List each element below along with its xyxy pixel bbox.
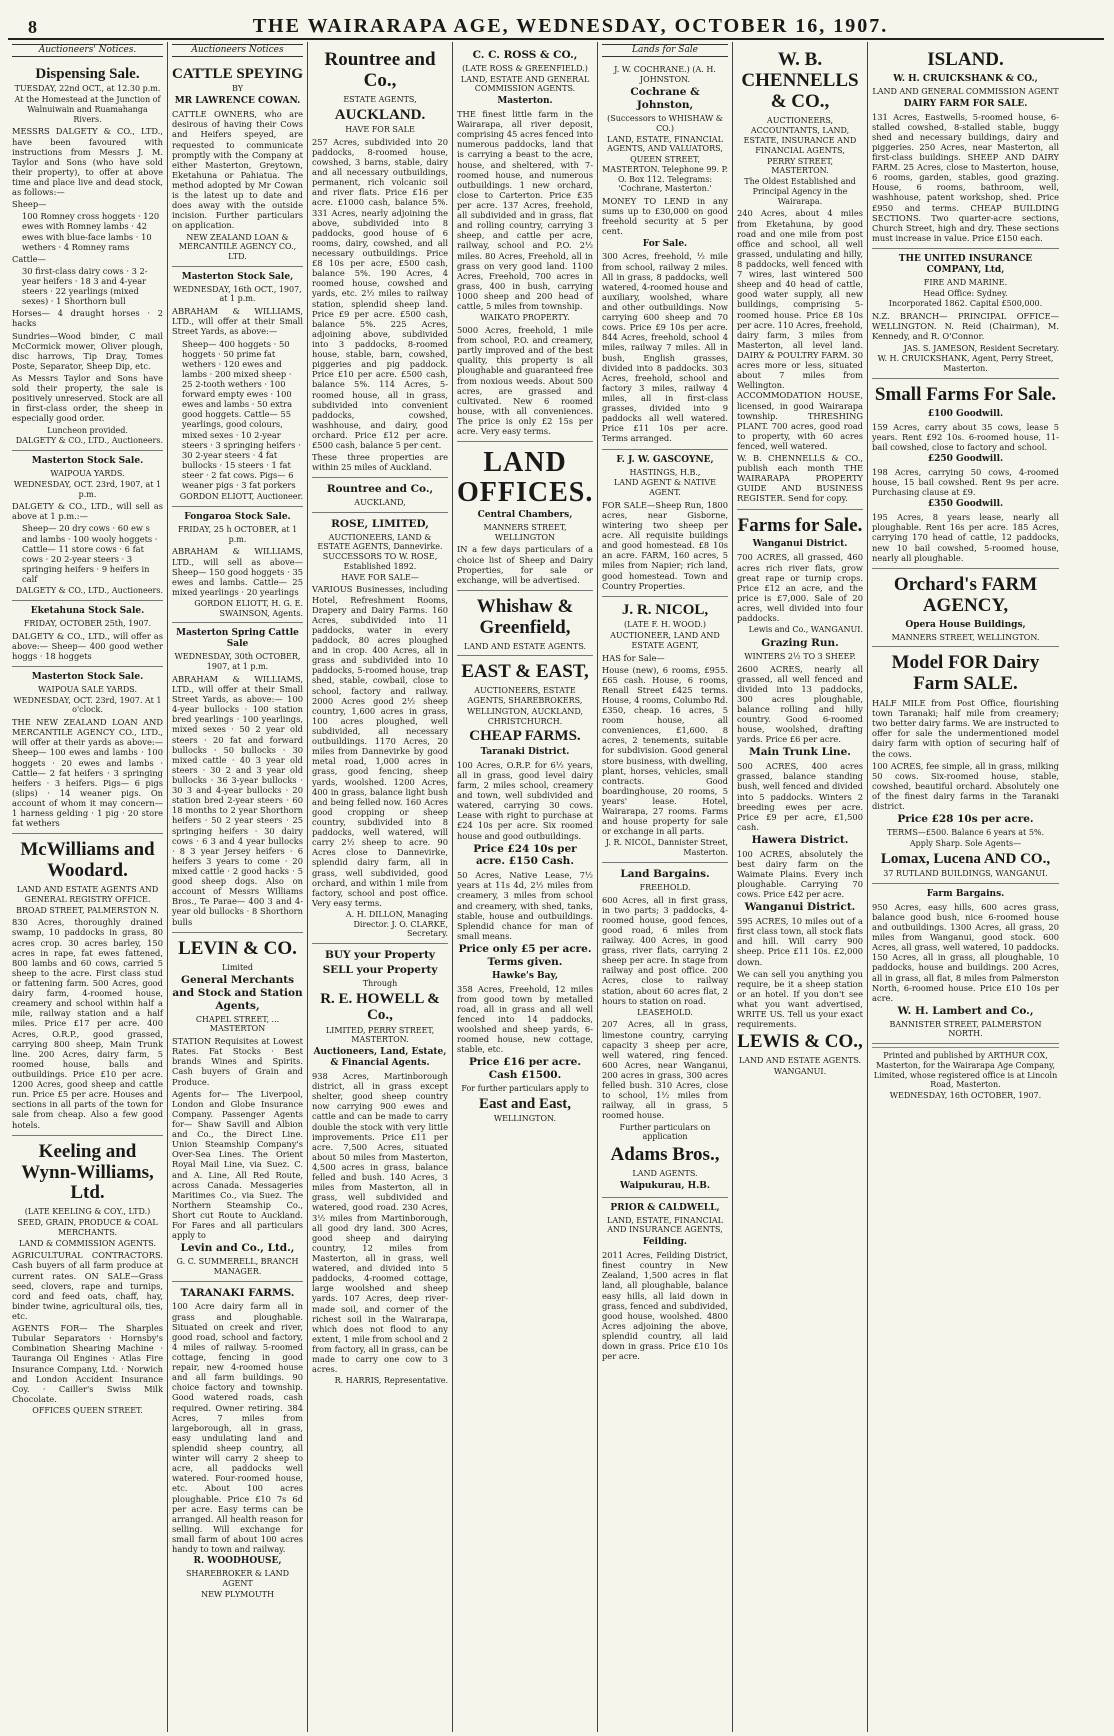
page-number: 8 xyxy=(28,17,37,37)
ad-east-and-east xyxy=(457,656,593,1128)
ad-footer: We can sell you anything you require, be it a sheep station or an hotel. If you don't see what you want advertised, WRITE US. Tell us your exact requirements. xyxy=(737,968,863,1030)
newspaper-title: THE WAIRARAPA AGE, WEDNESDAY, OCTOBER 16, 1907. xyxy=(252,15,889,37)
ad-body: IN a few days particulars of a choice list of Sheep and Dairy Properties, for sale or exchange, will be advertised. xyxy=(457,544,593,585)
ad-have: HAS for Sale— xyxy=(602,652,665,663)
ad-body: 500 ACRES, 400 acres grassed, balance standing bush, well fenced and divided into 5 paddocks. Winters 2 breeding ewes per acre. Price £9 per acre, £1,500 cash. xyxy=(737,761,863,832)
ad-signature: J. R. NICOL, Dannister Street, Masterton. xyxy=(605,838,728,858)
ad-by: BY xyxy=(231,84,244,94)
ad-note: Luncheon provided. xyxy=(47,425,128,435)
ad-signature: LEWIS & CO., xyxy=(737,1031,863,1053)
ad-body: 600 Acres, all in first grass, in two parts; 3 paddocks, 4-roomed house, good fences, good road, 6 miles from railway. 400 Acres, in good grass, river flats, carrying 2 sheep per acre. In stage from railway and post office. 200 Acres, close to railway station, about 60 acres flat, 2 hours to station on road. xyxy=(602,894,728,1006)
ad-address: QUEEN STREET, MASTERTON. Telephone 99. P. O. Box 112. Telegrams: 'Cochrane, Masterton.' xyxy=(602,155,728,194)
ad-subtitle: LAND, ESTATE, FINANCIAL AND INSURANCE AGENTS, xyxy=(607,1215,723,1235)
ad-title: Fongaroa Stock Sale. xyxy=(184,511,291,522)
ad-farm-bargains xyxy=(872,884,1059,1044)
ad-heading: Main Trunk Line. xyxy=(749,746,851,759)
ad-price: Price £24 10s per acre. £150 Cash. xyxy=(473,842,577,868)
ad-subtitle: ESTATE AGENTS, xyxy=(343,94,417,104)
ad-address: PERRY STREET, MASTERTON. xyxy=(766,156,834,176)
column-7 xyxy=(868,42,1063,1732)
ad-title: THE UNITED INSURANCE COMPANY, Ltd, xyxy=(898,254,1033,275)
ad-body: FOR SALE—Sheep Run, 1800 acres, near Gisborne, wintering two sheep per acre. All requisite buildings and good homestead. £8 10s an acre. FARM, 160 acres, 5 miles from Napier; rich land, good homestead. Town and Country Properties. xyxy=(602,499,728,591)
ad-body: THE NEW ZEALAND LOAN AND MERCANTILE AGENCY CO., LTD., will offer at their yards as above:— Sheep— 100 ewes and lambs · 100 hoggets · 20 ewes and lambs · Cattle— 2 fat heifers · 3 springing heifers · 3 heifers. Pigs— 6 pigs (slips) · 14 weaner pigs. On account of whom it may concern— 1 harness gelding · 1 pig · 20 store fat wethers xyxy=(12,717,163,829)
column-2 xyxy=(168,42,308,1732)
ad-footer: For further particulars apply to xyxy=(461,1083,589,1093)
ad-whishaw-greenfield xyxy=(457,591,593,657)
ad-subtitle: AUCTIONEERS, LAND & ESTATE AGENTS, Dannevirke. SUCCESSORS TO W. ROSE, Established 1892. xyxy=(317,532,443,571)
ad-subtitle: AUCTIONEERS, xyxy=(766,115,834,125)
ad-dispensing-sale xyxy=(12,61,163,451)
ad-heading: £100 Goodwill. xyxy=(927,408,1004,419)
ad-note: These three properties are within 25 miles of Auckland. xyxy=(312,452,448,473)
ad-body: ABRAHAM & WILLIAMS, LTD., will sell as above— Sheep— 150 good hoggets · 35 ewes and lambs. Cattle— 25 mixed yearlings · 20 yearlings xyxy=(172,546,303,597)
ad-body: 595 ACRES, 10 miles out of a first class town, all stock flats and hill. Will carry 900 sheep. Price £11 10s. £2,000 down. xyxy=(737,916,863,967)
ad-title: Dispensing Sale. xyxy=(35,65,140,82)
ad-body: 358 Acres, Freehold, 12 miles from good town by metalled road, all in grass and all well fenced into 14 paddocks, woolshed and sheep yards, 6-roomed house, new cottage, stable, etc. xyxy=(457,983,593,1055)
ad-re-howell xyxy=(312,944,448,1390)
ad-body: 100 ACRES, fee simple, all in grass, milking 50 cows. Six-roomed house, stable, cowshed, beautiful orchard. Absolutely one of the finest dairy farms in the Taranaki district. xyxy=(872,760,1059,812)
ad-signature: A. H. DILLON, Managing Director. J. O. CLARKE, Secretary. xyxy=(345,909,448,939)
ad-masterton-stock-sale-2 xyxy=(12,667,163,834)
ad-name: W. H. CRUICKSHANK & CO., xyxy=(893,73,1038,84)
ad-date: TUESDAY, 22nd OCT., at 12.30 p.m. xyxy=(14,84,161,94)
ad-body: 159 Acres, carry about 35 cows, lease 5 years. Rent £92 10s. 6-roomed house, 11-bail cowshed, close to factory and school. xyxy=(872,421,1059,452)
ad-body: AGRICULTURAL CONTRACTORS. Cash buyers of all farm produce at current rates. ON SALE—Grass seed, clovers, rape and turnips, cord and feed oats, chaff, hay, binder twine, agricultural oils, ties, etc. xyxy=(12,1250,163,1321)
ad-keeling-wynn-williams xyxy=(12,1136,163,1420)
ad-address: MANNERS STREET, WELLINGTON. xyxy=(891,632,1040,642)
ad-levin-co xyxy=(172,933,303,1282)
ad-line: SELL your Property xyxy=(322,964,438,977)
ad-title: PRIOR & CALDWELL, xyxy=(610,1202,720,1213)
ad-body: HALF MILE from Post Office, flourishing town Taranaki; half mile from creamery; two better dairy farms. We are instructed to offer for sale the undermentioned model dairy farm with option of securing half of the cows. xyxy=(872,698,1059,759)
ad-body: N.Z. BRANCH— PRINCIPAL OFFICE—WELLINGTON. N. Reid (Chairman), M. Kennedy, and R. O'Connor. xyxy=(872,311,1059,342)
ad-subtitle: WINTERS 2½ TO 3 SHEEP. xyxy=(744,651,856,661)
ad-names: J. W. COCHRANE.) (A. H. JOHNSTON. xyxy=(614,64,716,84)
ad-city: Masterton. xyxy=(497,96,553,107)
ad-note: The Oldest Established and Principal Agency in the Wairarapa. xyxy=(744,177,856,206)
ad-cochrane-johnston xyxy=(602,61,728,450)
ad-heading: For Sale. xyxy=(642,238,688,249)
ad-subtitle: Central Chambers, xyxy=(477,509,573,520)
ad-body: 207 Acres, all in grass, limestone country, carrying capacity 3 sheep per acre, well watered, ring fenced. 600 Acres, near Wanganui, 200 acres in grass, 300 acres felled bush. 310 Acres, close to school, 1½ miles from railway, all in grass, 5 roomed house. xyxy=(602,1019,728,1121)
ad-price: Price £16 per acre. Cash £1500. xyxy=(469,1056,581,1082)
ad-body: 131 Acres, Eastwells, 5-roomed house, 6-stalled cowshed, 8-stalled stable, buggy shed and necessary buildings, dairy and piggeries. 250 Acres, near Masterton, all first-class buildings. SHEEP AND DAIRY FARM. 25 Acres, close to Masterton, house, 6 rooms, garden, stables, good grazing. House, 6 rooms, bathroom, well, washhouse, patent workshop, shed. Price £950 and terms. CHEAP BUILDING SECTIONS. Two quarter-acre sections, Church Street, high and dry. These sections must increase in value. Price £150 each. xyxy=(872,111,1059,243)
ad-heading: LEASEHOLD. xyxy=(637,1007,693,1017)
ad-date: WEDNESDAY, 16th OCT., 1907, at 1 p.m. xyxy=(173,284,302,304)
ad-title: Rountree and Co., xyxy=(324,49,436,91)
ad-address: BROAD STREET, PALMERSTON N. xyxy=(16,905,159,915)
ad-terms: TERMS—£500. Balance 6 years at 5%. xyxy=(886,828,1045,838)
ad-signature: W. H. Lambert and Co., xyxy=(897,1004,1034,1017)
ad-body: ABRAHAM & WILLIAMS, LTD., will offer at their Small Street Yards, as above:— 100 4-year bullocks · 100 station bred yearlings · 100 yearlings, mixed sexes · 50 2 year old steers · 20 fat and forward bullocks · 50 bullocks · 30 mixed cattle · 40 3 year old steers · 30 2 and 3 year old bullocks · 36 3-year bullocks · 30 3 and 4-year bullocks · 20 station bred 2-year steers · 60 18 months to 2 year Shorthorn heifers · 50 2 year steers · 25 springing heifers · 30 dairy cows · 6 3 and 4 year bullocks · 8 3 year Jersey heifers · 6 heifers 3 years to come · 20 mixed cattle · 2 good hacks · 5 good sheep dogs. Also on account of Messrs Williams Bros., Te Parae— 400 3 and 4-year old bullocks · 8 Shorthorn bulls xyxy=(172,673,303,927)
section-heading: Lands for Sale xyxy=(602,44,728,57)
ad-body: 938 Acres, Martinborough district, all in grass except shelter, good sheep country now carrying 900 ewes and cattle and can be made to carry double the stock with very little improvements. Price £11 per acre. 7,500 Acres, situated about 50 miles from Masterton, 4,500 acres in grass, balance felled and bush. 140 Acres, 3 miles from Masterton, all in grass, well subdivided and watered, good road. 230 Acres, 3½ miles from Martinborough, all good dry land. 300 Acres, good sheep and dairying country, 12 miles from Masterton, all in grass, well watered, and divided into 5 paddocks, 4-roomed cottage, large woolshed and sheep yards. 107 Acres, deep river-made soil, and corner of the richest soil in the Wairarapa, which does not flood to any extent, 1 mile from school and 2 from factory, all in grass, can be made to carry one cow to 3 acres. xyxy=(312,1071,449,1375)
ad-body: STATION Requisites at Lowest Rates. Fat Stocks · Best brands Wines and Spirits. Cash buyers of Grain and Produce. xyxy=(172,1036,303,1087)
ad-orchards xyxy=(872,569,1059,648)
ad-subtitle: LIMITED, PERRY STREET, MASTERTON. xyxy=(325,1025,435,1045)
ad-heading: Hawera District. xyxy=(751,833,849,846)
ad-signature: W. B. CHENNELLS & CO., publish each month THE WAIRARAPA PROPERTY GUIDE AND BUSINESS REGISTER. Send for copy. xyxy=(737,453,863,504)
ad-body: ABRAHAM & WILLIAMS, LTD., will offer at their Small Street Yards, as above:— xyxy=(172,306,303,337)
ad-title: J. R. NICOL, xyxy=(621,601,709,618)
ad-signature: Lomax, Lucena AND CO., xyxy=(880,850,1051,867)
ad-signature: 37 RUTLAND BUILDINGS, WANGANUI. xyxy=(883,869,1048,879)
ad-united-insurance xyxy=(872,249,1059,379)
ad-fongaroa-stock-sale xyxy=(172,507,303,624)
ad-address: MANNERS STREET, WELLINGTON xyxy=(483,522,567,542)
ad-title: Masterton Stock Sale. xyxy=(31,671,144,682)
ad-eketahuna-stock-sale xyxy=(12,601,163,667)
ad-body: 195 Acres, 8 years lease, nearly all ploughable. Rent 16s per acre. 185 Acres, carrying 170 head of cattle, 12 paddocks, new 10 bail cowshed, 5-roomed house, nearly all ploughable. xyxy=(872,512,1059,563)
ad-list: Sheep— 400 hoggets · 50 hoggets · 50 prime fat wethers · 120 ewes and lambs · 200 mixed sheep · 25 2-tooth wethers · 100 forward empty ewes · 100 ewes and lambs · 50 extra good hoggets. Cattle— 55 yearlings, good colours, mixed sexes · 10 2-year steers · 3 springing heifers · 30 2-year steers · 4 fat bullocks · 15 steers · 1 fat steer · 2 fat cows. Pigs— 6 weaner pigs · 3 fat porkers xyxy=(182,338,301,491)
ad-subtitle: Head Office: Sydney. xyxy=(923,288,1008,298)
ad-place: At the Homestead at the Junction of Walnuiwain and Ruamahanga Rivers. xyxy=(14,95,161,124)
column-6 xyxy=(733,42,868,1732)
ad-subtitle: LAND AND ESTATE AGENTS AND GENERAL REGISTRY OFFICE. xyxy=(16,885,159,904)
ad-signature: Adams Bros., xyxy=(610,1144,720,1166)
ad-line: BUY your Property xyxy=(324,949,436,962)
ad-place: WAIPOUA YARDS. xyxy=(50,469,125,478)
ad-rountree-co-2 xyxy=(312,478,448,513)
ad-subtitle: (LATE KEELING & COY., LTD.) xyxy=(24,1207,151,1217)
ad-heading: Cattle— xyxy=(12,253,46,264)
ad-title: Keeling and Wynn-Williams, Ltd. xyxy=(21,1140,154,1204)
ad-signature: East and East, xyxy=(478,1095,572,1112)
ad-title: Farms for Sale. xyxy=(737,514,863,536)
ad-subtitle: LAND AND ESTATE AGENTS. xyxy=(738,1056,862,1066)
ad-footer: Further particulars on application xyxy=(619,1122,711,1142)
column-4 xyxy=(453,42,598,1732)
ad-price: Price £28 10s per acre. xyxy=(897,813,1034,826)
ad-price: Price only £5 per acre. Terms given. xyxy=(458,942,592,968)
ad-signature: W. H. CRUICKSHANK, Agent, Perry Street, Masterton. xyxy=(877,354,1054,374)
ad-heading: £350 Goodwill. xyxy=(927,499,1004,510)
ad-title: LAND OFFICES. xyxy=(457,447,594,508)
ad-subtitle: LAND & COMMISSION AGENTS. xyxy=(18,1238,157,1248)
ad-body: 5000 Acres, freehold, 1 mile from school, P.O. and creamery, partly improved and of the best quality, this property is all ploughable and guaranteed free from noxious weeds. About 500 acres, are grassed and cultivated. New 6 roomed house, with all conveniences. The price is only £2 15s per acre. Very easy terms. xyxy=(457,324,593,437)
ad-title: C. C. ROSS & CO., xyxy=(472,49,578,61)
ad-title: Cochrane & Johnston, xyxy=(630,86,700,112)
ad-heading: WAIKATO PROPERTY. xyxy=(480,313,570,323)
ad-city: AUCKLAND, xyxy=(354,498,406,508)
ad-subtitle: LAND, ESTATE AND GENERAL COMMISSION AGENTS. xyxy=(460,74,590,94)
ad-city: Waipukurau, H.B. xyxy=(620,1180,710,1191)
ad-title: LEVIN & CO. xyxy=(178,937,297,959)
ad-body: 198 Acres, carrying 50 cows, 4-roomed house, 15 bail cowshed. Rent 9s per acre. Purchasing clause at £9. xyxy=(872,466,1059,498)
ad-title: Masterton Stock Sale, xyxy=(181,271,294,282)
ad-subtitle: Incorporated 1862. Capital £500,000. xyxy=(888,299,1043,309)
ad-date: WEDNESDAY, OCT. 23rd, 1907, at 1 p.m. xyxy=(13,479,162,499)
ad-title: W. B. CHENNELLS & CO., xyxy=(741,49,859,112)
ad-signature: R. HARRIS, Representative. xyxy=(334,1376,448,1386)
ad-title: Model FOR Dairy Farm SALE. xyxy=(891,652,1040,695)
ad-heading: Sheep— xyxy=(12,199,47,210)
ad-heading: DAIRY FARM FOR SALE. xyxy=(903,98,1028,109)
ad-agents: Agents for— The Liverpool, London and Globe Insurance Company. Passenger Agents for— Shaw Savill and Albion and Co., the Direct Line. Union Steamship Company's Over-Sea Lines. The Orient Royal Mail Line, via Suez. C. and A. Line, All Red Route, across Canada. Messageries Maritimes Co., via Suez. The Northern Steamship Co., Short cut Route to Auckland. For Fares and all particulars apply to xyxy=(172,1088,303,1241)
imprint: Printed and published by ARTHUR COX, Masterton, for the Wairarapa Age Company, Limited, whose registered office is at Lincoln Road, Masterton. xyxy=(873,1051,1058,1090)
columns xyxy=(8,42,1106,1732)
ad-body: 100 ACRES, absolutely the best dairy farm on the Waimate Plains. Every inch ploughable. Carrying 70 cows. Price £42 per acre. xyxy=(737,848,863,900)
ad-list: Sheep— 20 dry cows · 60 ew s and lambs · 100 wooly hoggets · Cattle— 11 store cows · 6 fat cows · 20 2-year steers · 3 springing heifers · 9 heifers in calf xyxy=(22,523,158,585)
ad-body: 240 Acres, about 4 miles from Eketahuna, by good road and one mile from post office and school, all well grassed, undulating and hilly, 8 paddocks, well fenced with 7 wires, last wintered 500 sheep and 40 head of cattle, good water supply, all new buildings, comprising 5-roomed house. Price £8 10s per acre. 110 Acres, freehold, dairy farm, 3 miles from Masterton, all level land. DAIRY & POULTRY FARM. 30 acres more or less, situated about 7 miles from Wellington. ACCOMMODATION HOUSE, licensed, in good Wairarapa township. THRESHING PLANT. 700 acres, good road to property, with 60 acres fenced, well watered. xyxy=(737,208,863,451)
ad-body: 300 Acres, freehold, ½ mile from school, railway 2 miles. All in grass, 8 paddocks, well watered, 4-roomed house and auxiliary, woolshed, whare and other outbuildings. Now carrying 600 sheep and 70 cows. Price £9 10s per acre. 844 Acres, freehold, school 4 miles, railway 7 miles. All in bush, English grasses, divided into 8 paddocks. 303 Acres, freehold, school and factory 3 miles, railway 4 miles, all in first-class grasses, divided into 9 paddocks all well watered. Price £11 10s per acre. Terms arranged. xyxy=(602,251,728,444)
ad-signature: DALGETY & CO., LTD., Auctioneers. xyxy=(15,586,163,596)
ad-body: DALGETY & CO., LTD., will offer as above:— Sheep— 400 good wether hoggs · 18 hoggets xyxy=(12,630,163,661)
ad-line: Through xyxy=(362,978,398,988)
ad-cruickshank xyxy=(872,44,1059,249)
ad-heading: Wanganui District. xyxy=(752,539,848,550)
ad-subtitle: HASTINGS, H.B., xyxy=(629,467,701,477)
ad-have: HAVE FOR SALE xyxy=(345,125,415,135)
divider xyxy=(872,1047,1059,1048)
column-1 xyxy=(8,42,168,1732)
ad-date: FRIDAY, 25 h OCTOBER, at 1 p.m. xyxy=(177,524,298,544)
ad-heading: Hawke's Bay, xyxy=(492,970,558,981)
ad-body: 100 Acre dairy farm all in grass and ploughable. Situated on creek and river, good road, school and factory, 4 miles of railway. 5-roomed cottage, fencing in good repair, new 4-roomed house and all farm buildings. 90 choice factory and township. Good watered roads, cash required. Owner retiring. 384 Acres, 7 miles from largeborough, all in grass, easy undulating land and splendid sheep country, all winter will carry 2 sheep to acre, all paddocks well watered. Four-roomed house, etc. About 100 acres ploughable. Price £10 7s 6d per acre. Easy terms can be arranged. All health reason for selling. Will exchange for small farm of about 100 acres handy to town and railway. xyxy=(172,1301,303,1555)
ad-masterton-stock-sale xyxy=(172,267,303,507)
section-heading: Auctioneers Notices xyxy=(172,44,303,57)
ad-place: WAIPOUA SALE YARDS. xyxy=(37,684,138,694)
ad-title: Orchard's FARM AGENCY, xyxy=(893,573,1038,616)
ad-title: ROSE, LIMITED, xyxy=(331,517,429,530)
ad-body: House (new), 6 rooms, £955. £65 cash. House, 6 rooms, Renall Street £425 terms. House, 4 rooms, Columbo Rd. £350, cheap. 16 acres, 5 room house, all conveniences, £1,600. 8 acres, 2 tenements, suitable for subdivision. Good general store business, with dwelling, plant, horses, vehicles, small contracts. Good boardinghouse, 20 rooms, 5 years' lease. Hotel, Wairarapa, 27 rooms. Farms and house property for sale or exchange in all parts. xyxy=(602,664,728,837)
ad-title: ISLAND. xyxy=(927,49,1004,70)
ad-address: CHAPEL STREET, ... MASTERTON xyxy=(195,1014,280,1034)
ad-heading: Taranaki District. xyxy=(480,746,570,757)
ad-signature: G. C. SUMMERELL, BRANCH MANAGER. xyxy=(176,1257,299,1276)
ad-date: WEDNESDAY, OCT. 23rd, 1907. At 1 o'clock. xyxy=(13,695,162,715)
ad-body: 830 Acres, thoroughly drained swamp, 10 paddocks in grass, 80 acres crop. 30 acres barley, 150 acres in rape, fat ewes fattened, 800 lambs and 60 cows, carried 5 sheep to the acre. First class stud or fattening farm. 500 Acres, good dairy farm, 4-roomed house, creamery and school within half a mile, railway station and a half miles. Price £17 per acre. 400 Acres, O.R.P., good grassed, carrying 800 sheep, Main Trunk line. 200 Acres, dairy farm, 5 roomed house, balls and outbuildings. Price £10 per acre. 1200 Acres, good sheep and cattle run. Price £5 per acre. Houses and sections in all parts of the town for sale from cheap. Also a few good hotels. xyxy=(12,917,163,1130)
ad-body: 950 Acres, easy hills, 600 acres grass, balance good bush, nice 6-roomed house and outbuildings. 1300 Acres, all grass, 20 miles from Wanganui, good stock. 600 Acres, all grass, well watered, 10 paddocks. 150 Acres, all in grass, all ploughable, 10 paddocks, house and buildings. 200 Acres, all in grass, all flat, 8 miles from Palmerston North, 6-roomed house. Price £10 10s per acre. xyxy=(872,901,1059,1003)
ad-title: Masterton Stock Sale. xyxy=(31,456,144,467)
ad-have: HAVE FOR SALE— xyxy=(341,572,419,582)
ad-title: CATTLE SPEYING xyxy=(172,65,304,82)
column-3 xyxy=(308,42,453,1732)
ad-jr-nicol xyxy=(602,597,728,863)
masthead xyxy=(8,8,1104,40)
ad-date: FRIDAY, OCTOBER 25th, 1907. xyxy=(23,618,152,628)
ad-date: WEDNESDAY, 30th OCTOBER, 1907, at 1 p.m. xyxy=(174,652,301,672)
ad-mcwilliams-woodard xyxy=(12,834,163,1135)
ad-subtitle: LAND AND ESTATE AGENTS. xyxy=(463,641,587,651)
ad-rountree-co xyxy=(312,44,448,478)
ad-title: EAST & EAST, xyxy=(461,661,589,683)
ad-title: Rountree and Co., xyxy=(326,483,434,496)
ad-taranaki-farms xyxy=(172,1282,303,1604)
ad-note: As Messrs Taylor and Sons have sold their property, the sale is positively unreserved. Stock are all in first-class order, the sheep in especially good order. xyxy=(12,372,163,424)
ad-signature: GORDON ELIOTT, Auctioneer. xyxy=(179,492,303,502)
ad-city: WANGANUI. xyxy=(773,1066,827,1076)
ad-heading: Wanganui District. xyxy=(744,901,856,914)
ad-cc-ross xyxy=(457,44,593,442)
ad-subtitle: (LATE F. H. WOOD.) xyxy=(623,620,707,630)
section-heading: Auctioneers' Notices. xyxy=(12,44,163,57)
ad-subtitle: Limited xyxy=(221,962,254,972)
ad-title: Whishaw & Greenfield, xyxy=(476,595,574,638)
ad-agents: AGENTS FOR— The Sharples Tubular Separators · Hornsby's Combination Shearing Machine · Tauranga Oil Engines · Atlas Fire Insurance Company, Ltd. · Norwich and London Accident Insurance Coy. · Cailler's Swiss Milk Chocolate. xyxy=(12,1323,163,1404)
ad-signature: NEW ZEALAND LOAN & MERCANTILE AGENCY CO., LTD. xyxy=(178,232,297,261)
column-5 xyxy=(598,42,733,1732)
ad-signature: GORDON ELIOTT, H. G. E. SWAINSON, Agents. xyxy=(194,598,303,618)
ad-heading: CHEAP FARMS. xyxy=(469,728,581,745)
ad-subtitle: AUCTIONEER, LAND AND ESTATE AGENT, xyxy=(610,631,720,650)
ad-title: Masterton Spring Cattle Sale xyxy=(176,628,299,650)
ad-subtitle: WELLINGTON, AUCKLAND, CHRISTCHURCH. xyxy=(466,706,584,726)
ad-heading: £250 Goodwill. xyxy=(927,453,1004,464)
ad-body: MONEY TO LEND in any sums up to £30,000 on good freehold security at 5 per cent. xyxy=(602,196,728,237)
ad-small-farms xyxy=(872,379,1059,569)
ad-signature: NEW PLYMOUTH xyxy=(201,1589,274,1599)
ad-subtitle: (Successors to WHISHAW & CO.) xyxy=(607,114,723,133)
ad-subtitle: SEED, GRAIN, PRODUCE & COAL MERCHANTS. xyxy=(17,1218,158,1237)
ad-body: 2011 Acres, Feilding District, finest country in New Zealand, 1,500 acres in flat land, all ploughable, balance easy hills, all laid down in grass, fenced and subdivided, good house, woolshed. 4800 Acres adjoining the above, splendid country, all laid down in grass. Price £10 10s per acre. xyxy=(602,1250,728,1362)
ad-body: 700 ACRES, all grassed, 460 acres rich river flats, grow great rape or turnip crops. Price £12 an acre, and the price is £7,000. Sale of 20 acres, well divided into four paddocks. xyxy=(737,552,863,624)
ad-subtitle: LAND AGENT & NATIVE AGENT. xyxy=(613,478,717,498)
ad-signature: R. WOODHOUSE, xyxy=(193,1556,282,1567)
ad-body: THE finest little farm in the Wairarapa, all river deposit, comprising 45 acres fenced into numerous paddocks, land that is carrying a beast to the acre, house, and sheltered, with 7-roomed house, and numerous outbuildings. 1 new orchard, close to Carterton. Price £35 per acre. 137 Acres, freehold, all subdivided and in grass, flat and rolling country, carrying 3 sheep, and cattle per acre, railway, school and P.O. 2½ miles. 80 Acres, Freehold, all in grass on very good land. 1100 Acres, Freehold, 700 acres in grass, 400 in bush, carrying 1000 sheep and 200 head of cattle, 5 miles from township. xyxy=(457,109,593,312)
ad-list: 30 first-class dairy cows · 3 2-year heifers · 18 3 and 4-year steers · 22 yearlings (mixed sexes) · 1 Shorthorn bull xyxy=(22,265,148,307)
ad-body: CATTLE OWNERS, who are desirous of having their Cows and Heifers speyed, are requested to communicate promptly with the Company at either Masterton, Greytown, Eketahuna or Pahiatua. The method adopted by Mr Cowan is the latest up to date and does away with the outside incision. Further particulars on application. xyxy=(172,109,303,231)
ad-signature: Lewis and Co., WANGANUI. xyxy=(748,625,863,635)
ad-subtitle: AUCTIONEERS, ESTATE AGENTS, SHAREBROKERS, xyxy=(467,686,583,706)
ad-signature: Levin and Co., Ltd., xyxy=(180,1242,295,1255)
ad-name: MR LAWRENCE COWAN. xyxy=(174,96,301,107)
ad-body: MESSRS DALGETY & CO., LTD., have been favoured with instructions from Messrs J. M. Taylor and Sons (who have sold their property), to offer at above time and place live and dead stock, as follows:— xyxy=(12,126,163,198)
ad-heading: FREEHOLD. xyxy=(639,882,691,892)
ad-lewis-co xyxy=(737,510,863,1081)
ad-body: 257 Acres, subdivided into 20 paddocks, 8-roomed house, cowshed, 3 barns, stable, dairy and all necessary outbuildings, permanent, rich volcanic soil and river flats. Price £16 per acre. £1000 cash, balance 5%. 331 Acres, nearly adjoining the above, subdivided into 8 paddocks, good house of 6 rooms, dairy, cowshed, and all necessary outbuildings. Price £8 10s per acre, £500 cash, balance 5%. 190 Acres, 4 roomed house, cowshed and yards, etc. 2½ miles to railway station, splendid sheep land. Price £9 per acre. £500 cash, balance 5%. 225 Acres, adjoining above, subdivided into 3 paddocks, 8-roomed house, stable, barn, cowshed, piggeries and pig paddock. Price £10 per acre. £500 cash, balance 5%. 114 Acres, 5-roomed house, all in grass, subdivided into convenient paddocks, cowshed, washhouse, and dairy, good orchard. Price £12 per acre. £500 cash, balance 5 per cent. xyxy=(312,136,448,451)
ad-city: Feilding. xyxy=(642,1237,688,1248)
ad-heading: Auctioneers, Land, Estate, & Financial Agents. xyxy=(313,1047,447,1069)
ad-list: 100 Romney cross hoggets · 120 ewes with Romney lambs · 42 ewes with blue-face lambs · 10 wethers · 4 Romney rams xyxy=(22,211,160,252)
ad-subtitle: LAND, ESTATE, FINANCIAL AGENTS, AND VALUATORS, xyxy=(607,134,723,154)
ad-body: DALGETY & CO., LTD., will sell as above at 1 p.m.:— xyxy=(12,501,163,522)
ad-body: 100 Acres, O.R.P. for 6½ years, all in grass, good level dairy farm, 2 miles school, creamery and town, well subdivided and watered, carrying 30 cows. Lease with right to purchase at £24 10s per acre. Six roomed house and good outbuildings. xyxy=(457,759,593,841)
ad-chennells xyxy=(737,44,863,510)
ad-subtitle: Opera House Buildings, xyxy=(905,619,1026,630)
ad-subtitle: (LATE ROSS & GREENFIELD.) xyxy=(462,63,588,73)
ad-land-offices xyxy=(457,442,593,591)
ad-heading: Grazing Run. xyxy=(761,636,839,649)
ad-title: Eketahuna Stock Sale. xyxy=(30,605,145,616)
imprint-date: WEDNESDAY, 16th OCTOBER, 1907. xyxy=(889,1091,1042,1101)
ad-signature: BANNISTER STREET, PALMERSTON NORTH. xyxy=(889,1019,1042,1039)
ad-signature: WELLINGTON. xyxy=(493,1114,557,1124)
ad-cattle-speying xyxy=(172,61,303,267)
ad-list: Sundries—Wood binder, C mail McCormick mower, Oliver plough, disc harrows, Tip Dray, Tomes Poste, Separator, Sheep Dip, etc. xyxy=(12,330,163,371)
ad-model-dairy-farm xyxy=(872,647,1059,884)
ad-rose-limited xyxy=(312,513,448,944)
ad-title: McWilliams and Woodard. xyxy=(20,839,155,882)
ad-city: AUCKLAND. xyxy=(334,106,426,123)
ad-title: F. J. W. GASCOYNE, xyxy=(616,454,714,465)
ad-subtitle: LAND AGENTS. xyxy=(632,1168,698,1178)
ad-subtitle: FIRE AND MARINE. xyxy=(923,277,1008,287)
ad-footer: OFFICES QUEEN STREET. xyxy=(32,1405,143,1415)
ad-body: 2600 ACRES, nearly all grassed, all well fenced and divided into 13 paddocks, 300 acres ploughable, balance rolling and hilly country. Good 6-roomed house, woolshed, drafting yards. Price £6 per acre. xyxy=(737,663,863,745)
ad-title: Small Farms For Sale. xyxy=(874,383,1057,405)
ad-apply: Apply Sharp. Sole Agents— xyxy=(909,838,1022,848)
ad-signature: SHAREBROKER & LAND AGENT xyxy=(185,1569,290,1588)
ad-gascoyne xyxy=(602,450,728,597)
ad-title: R. E. HOWELL & Co., xyxy=(320,990,440,1024)
ad-subtitle: LAND AND GENERAL COMMISSION AGENT xyxy=(872,86,1059,96)
ad-title: TARANAKI FARMS. xyxy=(180,1286,295,1299)
ad-title: Farm Bargains. xyxy=(926,888,1005,899)
ad-land-bargains xyxy=(602,863,728,1198)
ad-spring-cattle-sale xyxy=(172,623,303,932)
ad-masterton-stock-sale xyxy=(12,451,163,601)
ad-list: Horses— 4 draught horses · 2 hacks xyxy=(12,308,163,329)
ad-prior-caldwell xyxy=(602,1198,728,1367)
ad-heading: General Merchants and Stock and Station Agents, xyxy=(172,974,303,1012)
ad-body: 50 Acres, Native Lease, 7½ years at 11s 4d, 2½ miles from creamery, 3 miles from school and creamery, with shed, tanks, stable, house and outbuildings. Splendid chance for man of small means. xyxy=(457,870,593,941)
ad-signature: DALGETY & CO., LTD., Auctioneers. xyxy=(15,436,163,446)
ad-title: Land Bargains. xyxy=(620,867,710,880)
ad-subtitle: ACCOUNTANTS, LAND, ESTATE, INSURANCE AND FINANCIAL AGENTS, xyxy=(743,126,857,155)
ad-body: VARIOUS Businesses, including Hotel, Refreshment Rooms, Drapery and Dairy Farms. 160 Acres, subdivided into 11 paddocks, water in every paddock, 80 acres ploughed and in crop. 400 Acres, all in grass and subdivided into 10 paddocks, 5-roomed house, trap shed, stable, cowbail, close to school, factory and railway. 2000 Acres good 2½ sheep country, 1,600 acres in grass, 100 acres ploughed, well subdivided, all necessary outbuildings. 1170 Acres, 20 miles from Dannevirke by good metal road, 1,000 acres in grass, good fencing, sheep yards, woolshed. 1200 Acres, 400 in grass, balance light bush and being felled now. 160 Acres good cropping or sheep country, subdivided into 8 paddocks, well watered, will carry 2½ sheep to acre. 90 Acres close to Dannevirke, splendid dairy farm, all in grass, well subdivided, good orchard, and within 1 mile from factory, school and post office. Very easy terms. xyxy=(312,584,448,908)
ad-signature: JAS. S. JAMESON, Resident Secretary. xyxy=(903,343,1059,353)
